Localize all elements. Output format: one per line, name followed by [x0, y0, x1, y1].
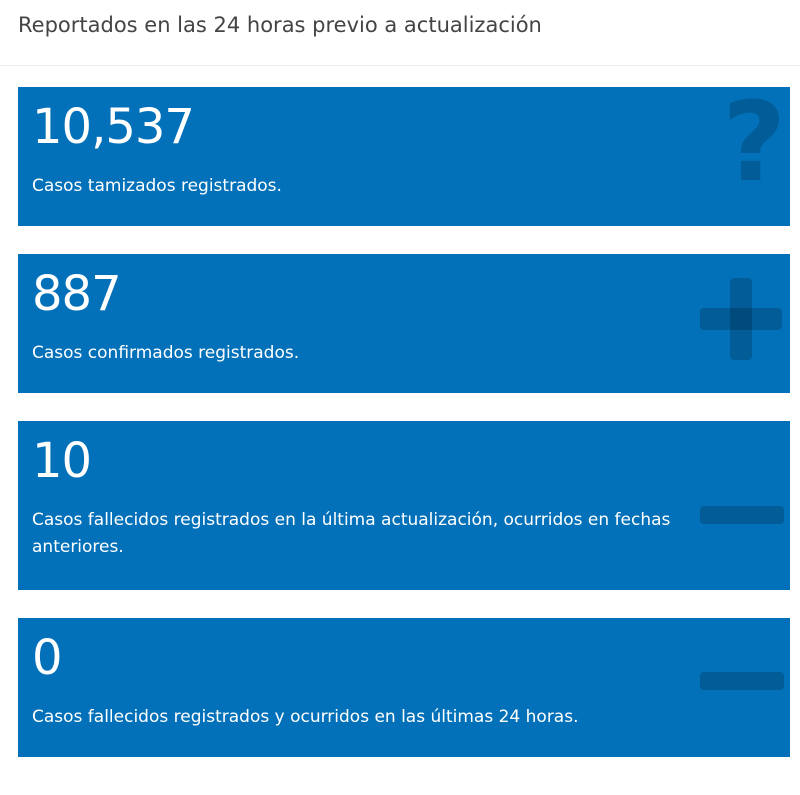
card-description: Casos tamizados registrados. — [32, 176, 282, 196]
card-value: 10,537 — [32, 99, 194, 155]
card-value: 887 — [32, 266, 121, 322]
card-value: 10 — [32, 433, 92, 489]
card-description: Casos confirmados registrados. — [32, 343, 300, 363]
card-tamizados — [18, 87, 790, 226]
minus-icon — [700, 672, 784, 690]
card-confirmados — [18, 254, 790, 393]
section-title: Reportados en las 24 horas previo a actualización — [18, 13, 542, 37]
minus-icon — [700, 506, 784, 524]
card-value: 0 — [32, 630, 62, 686]
card-description: Casos fallecidos registrados en la última actualización, ocurridos en fechas anteriores. — [32, 510, 671, 557]
card-description: Casos fallecidos registrados y ocurridos en las últimas 24 horas. — [32, 707, 579, 727]
card-fallecidos-24h — [18, 618, 790, 757]
question-icon: ? — [722, 87, 786, 206]
card-fallecidos-anteriores — [18, 421, 790, 590]
section-header — [0, 0, 800, 66]
